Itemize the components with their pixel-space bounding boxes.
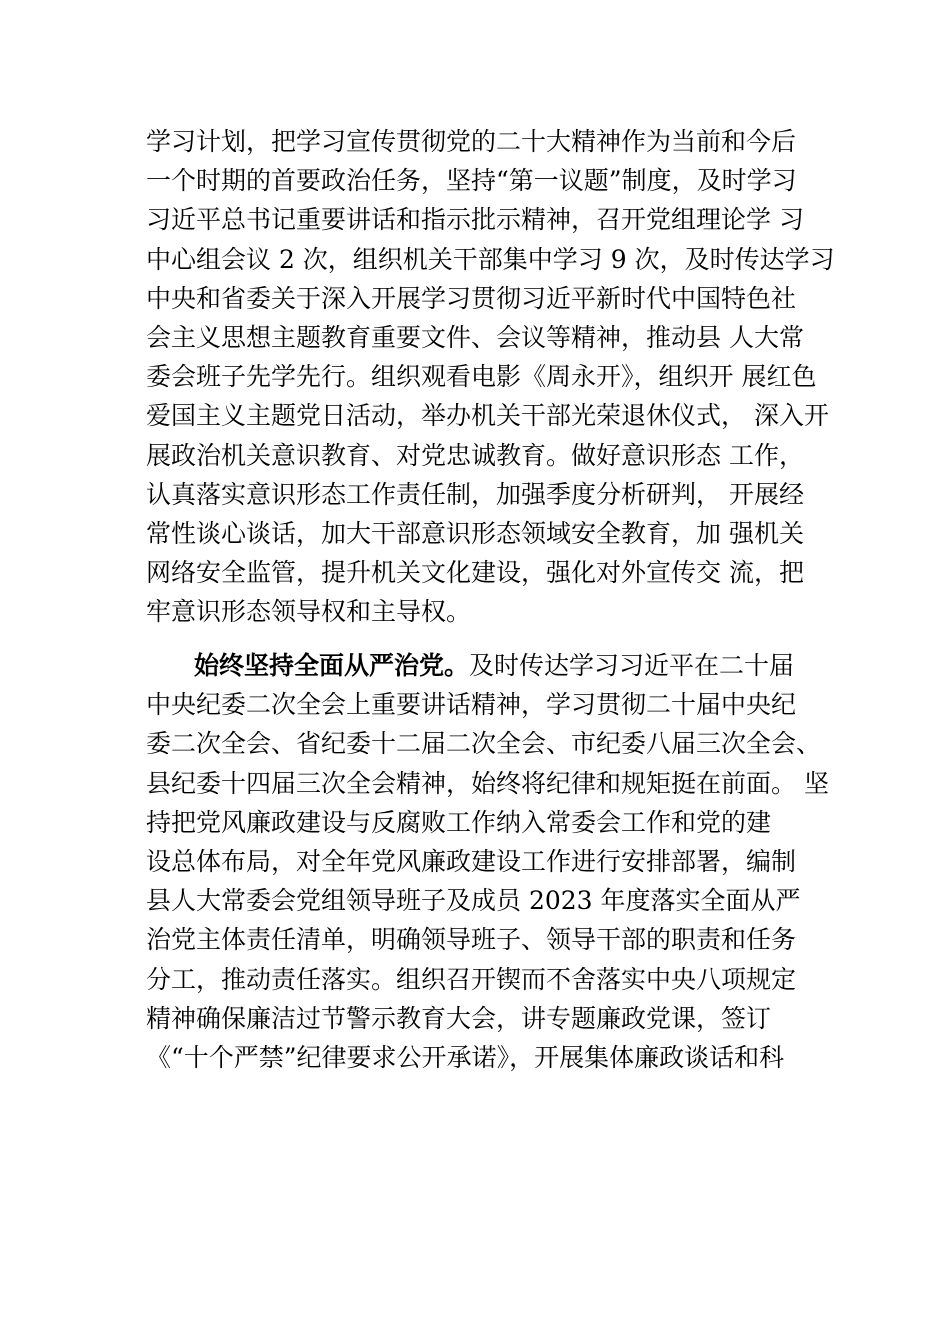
text-line: 展政治机关意识教育、对党忠诚教育。做好意识形态 工作， xyxy=(146,440,804,470)
text-line: 持把党风廉政建设与反腐败工作纳入常委会工作和党的建 xyxy=(146,807,772,837)
text-line: 习近平总书记重要讲话和指示批示精神，召开党组理论学 习 xyxy=(146,205,804,235)
text-line: 委二次全会、省纪委十二届二次全会、市纪委八届三次全会、 xyxy=(146,729,822,759)
text-line: 《“十个严禁”纪律要求公开承诺》，开展集体廉政谈话和科 xyxy=(146,1042,785,1072)
paragraph-first-line xyxy=(146,646,836,685)
heading-followup-text: 及时传达学习习近平在二十届 xyxy=(469,651,795,680)
paragraph-party-study xyxy=(146,122,836,631)
text-line: 常性谈心谈话，加大干部意识形态领域安全教育，加 强机关 xyxy=(146,518,804,548)
text-line: 县纪委十四届三次全会精神，始终将纪律和规矩挺在前面。 坚 xyxy=(146,768,829,798)
paragraph-heading: 始终坚持全面从严治党。 xyxy=(194,651,470,680)
text-line: 治党主体责任清单，明确领导班子、领导干部的职责和任务 xyxy=(146,925,797,955)
text-line: 设总体布局，对全年党风廉政建设工作进行安排部署，编制 xyxy=(146,846,797,876)
text-line: 中央纪委二次全会上重要讲话精神，学习贯彻二十届中央纪 xyxy=(146,690,797,720)
paragraph-strict-governance xyxy=(146,646,836,1077)
text-line: 会主义思想主题教育重要文件、会议等精神，推动县 人大常 xyxy=(146,322,804,352)
text-line: 县人大常委会党组领导班子及成员 2023 年度落实全面从严 xyxy=(146,886,801,916)
text-line: 网络安全监管，提升机关文化建设，强化对外宣传交 流，把 xyxy=(146,558,804,588)
text-line: 中心组会议 2 次，组织机关干部集中学习 9 次，及时传达学习 xyxy=(146,244,835,274)
text-line: 中央和省委关于深入开展学习贯彻习近平新时代中国特色社 xyxy=(146,283,797,313)
text-line: 委会班子先学先行。组织观看电影《周永开》，组织开 展红色 xyxy=(146,362,817,392)
text-line: 爱国主义主题党日活动，举办机关干部光荣退休仪式， 深入开 xyxy=(146,401,829,431)
text-line: 分工，推动责任落实。组织召开锲而不舍落实中央八项规定 xyxy=(146,964,797,994)
text-line: 学习计划，把学习宣传贯彻党的二十大精神作为当前和今后 xyxy=(146,127,797,156)
text-line: 一个时期的首要政治任务，坚持“第一议题”制度，及时学习 xyxy=(146,166,797,196)
text-line: 认真落实意识形态工作责任制，加强季度分析研判， 开展经 xyxy=(146,479,804,509)
text-line: 精神确保廉洁过节警示教育大会，讲专题廉政党课，签订 xyxy=(146,1003,772,1033)
text-line: 牢意识形态领导权和主导权。 xyxy=(146,597,472,627)
